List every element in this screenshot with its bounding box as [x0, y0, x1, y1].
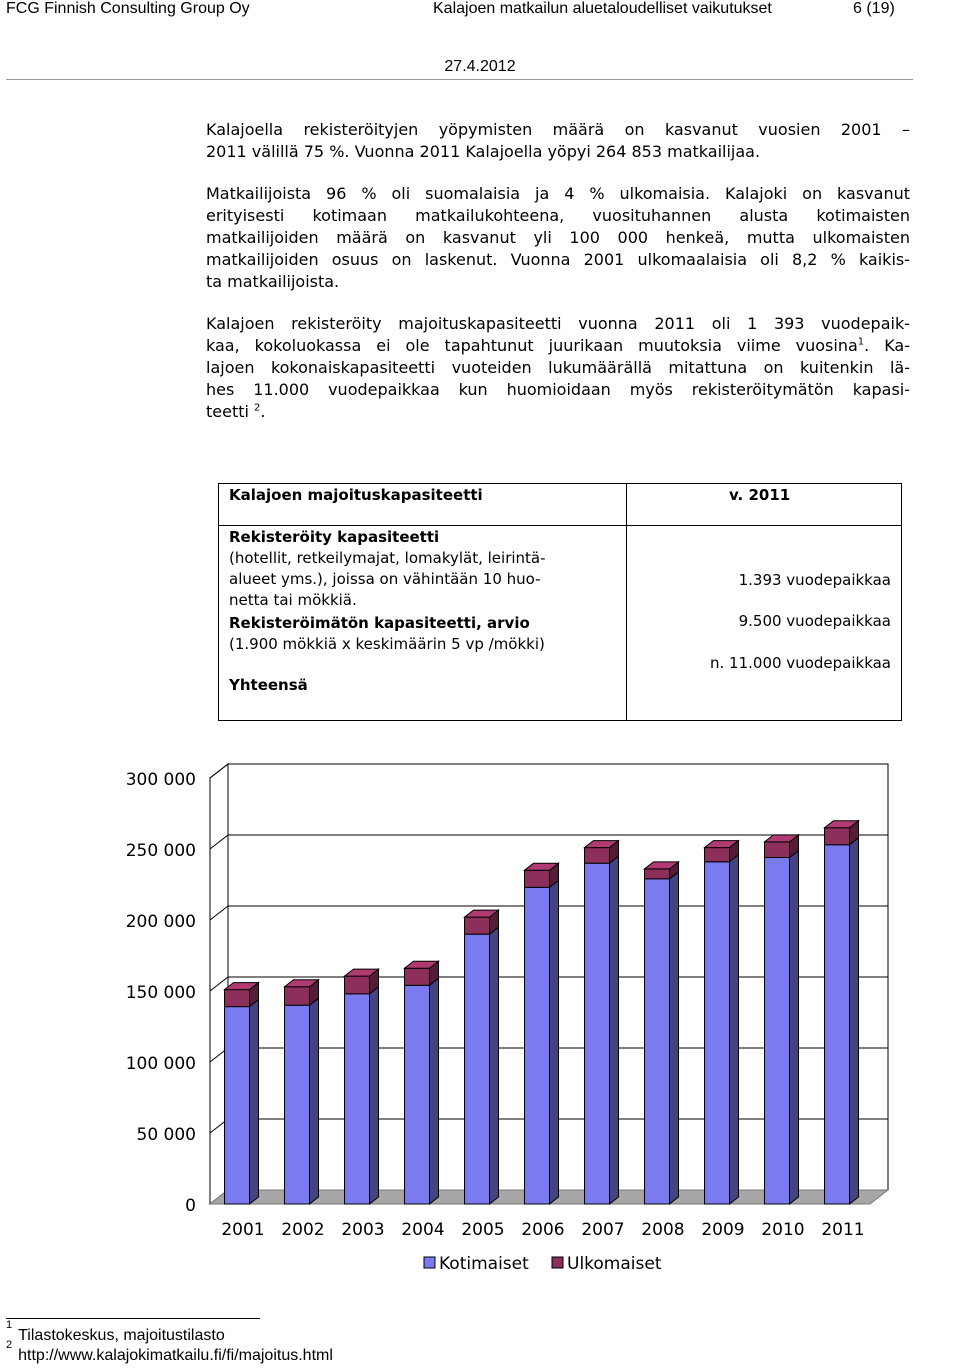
footnote-ref-1[interactable]: 1 — [857, 336, 865, 348]
legend-swatch-domestic — [424, 1257, 435, 1268]
bar-foreign — [825, 828, 850, 845]
total-value: n. 11.000 vuodepaikkaa — [710, 654, 891, 672]
paragraph-line: lajoen kokonaiskapasiteetti vuoteiden lukumäärällä mitattuna on kuitenkin lä- — [206, 358, 910, 377]
legend-swatch-foreign — [552, 1257, 563, 1268]
x-tick-label: 2010 — [761, 1220, 805, 1240]
registered-capacity-value: 1.393 vuodepaikkaa — [738, 571, 891, 589]
total-label: Yhteensä — [229, 676, 308, 694]
paragraph-line: Matkailijoista 96 % oli suomalaisia ja 4 % ulkomaisia. Kalajoki on kasvanut — [206, 184, 910, 203]
x-tick-label: 2007 — [581, 1220, 625, 1240]
table-header-year: v. 2011 — [729, 486, 791, 504]
bar-domestic-side — [790, 851, 799, 1204]
registered-capacity-desc: (hotellit, retkeilymajat, lomakylät, leirintä- — [229, 549, 546, 567]
table-header-divider — [219, 525, 901, 526]
y-tick-label: 250 000 — [125, 841, 196, 861]
x-tick-label: 2001 — [221, 1220, 265, 1240]
registered-capacity-desc: alueet yms.), joissa on vähintään 10 huo- — [229, 570, 541, 588]
x-tick-label: 2008 — [641, 1220, 685, 1240]
bar-domestic-side — [310, 998, 319, 1204]
bar-foreign — [345, 976, 370, 994]
paragraph-visitor-origin — [206, 183, 910, 293]
unregistered-capacity-value: 9.500 vuodepaikkaa — [738, 612, 891, 630]
chart-canvas — [100, 760, 900, 1300]
paragraph-line: erityisesti kotimaan matkailukohteena, vuosituhannen alusta kotimaisten — [206, 206, 910, 225]
bar-domestic — [405, 985, 430, 1204]
footnote-link[interactable]: http://www.kalajokimatkailu.fi/fi/majoitus.html — [18, 1347, 333, 1364]
footnote-number: 2 — [6, 1339, 13, 1351]
paragraph-line-text: teetti — [206, 402, 255, 421]
bar-domestic-side — [850, 838, 859, 1204]
header-date: 27.4.2012 — [444, 58, 516, 75]
bar-domestic — [585, 863, 610, 1204]
paragraph-line: Kalajoen rekisteröity majoituskapasiteetti vuonna 2011 oli 1 393 vuodepaik- — [206, 314, 910, 333]
y-tick-label: 0 — [185, 1196, 196, 1216]
bar-domestic-side — [370, 987, 379, 1204]
bar-foreign — [645, 869, 670, 879]
paragraph-line-text: kaa, kokoluokassa ei ole tapahtunut juurikaan muutoksia viime vuosina — [206, 336, 858, 355]
paragraph-line: matkailijoiden määrä on kasvanut yli 100 000 henkeä, mutta ulkomaisten — [206, 228, 910, 247]
footnote-ref-2[interactable]: 2 — [254, 402, 261, 414]
registered-capacity-title: Rekisteröity kapasiteetti — [229, 528, 440, 546]
bar-foreign — [465, 917, 490, 934]
paragraph-line: matkailijoiden osuus on laskenut. Vuonna 2001 ulkomaalaisia oli 8,2 % kaikis- — [206, 250, 910, 269]
y-tick-label: 100 000 — [125, 1054, 196, 1074]
capacity-table — [218, 483, 902, 721]
bar-domestic — [525, 887, 550, 1204]
x-tick-label: 2009 — [701, 1220, 745, 1240]
y-tick-label: 150 000 — [125, 983, 196, 1003]
paragraph-capacity — [206, 313, 910, 423]
unregistered-capacity-desc: (1.900 mökkiä x keskimäärin 5 vp /mökki) — [229, 635, 545, 653]
header-divider — [6, 79, 913, 80]
footnote-divider — [6, 1318, 260, 1319]
bar-foreign — [285, 987, 310, 1005]
paragraph-line: hes 11.000 vuodepaikkaa kun huomioidaan myös rekisteröitymätön kapasi- — [206, 380, 910, 399]
registered-capacity-desc: netta tai mökkiä. — [229, 591, 357, 609]
bar-domestic — [705, 862, 730, 1204]
unregistered-capacity-title: Rekisteröimätön kapasiteetti, arvio — [229, 614, 530, 632]
bar-domestic — [225, 1007, 250, 1204]
paragraph-line — [206, 401, 910, 423]
bar-foreign — [585, 848, 610, 864]
bar-domestic — [465, 934, 490, 1204]
x-tick-label: 2011 — [821, 1220, 865, 1240]
header-company: FCG Finnish Consulting Group Oy — [6, 0, 250, 17]
paragraph-line: Kalajoella rekisteröityjen yöpymisten määrä on kasvanut vuosien 2001 – — [206, 120, 910, 139]
header-page-number: 6 (19) — [853, 0, 895, 17]
x-tick-label: 2002 — [281, 1220, 325, 1240]
footnote-text: Tilastokeskus, majoitustilasto — [18, 1327, 225, 1344]
bar-domestic-side — [550, 880, 559, 1204]
x-tick-label: 2004 — [401, 1220, 445, 1240]
footnote-2[interactable] — [6, 1339, 333, 1365]
footnote-number: 1 — [6, 1319, 13, 1331]
bar-domestic-side — [670, 872, 679, 1204]
paragraph-line: 2011 välillä 75 %. Vuonna 2011 Kalajoella yöpyi 264 853 matkailijaa. — [206, 142, 761, 161]
paragraph-line-text: . Ka- — [864, 336, 911, 355]
paragraph-line: ta matkailijoista. — [206, 272, 340, 291]
bar-domestic — [285, 1005, 310, 1204]
bar-domestic-side — [490, 927, 499, 1204]
x-tick-label: 2006 — [521, 1220, 565, 1240]
bar-domestic-side — [730, 855, 739, 1204]
bar-foreign — [405, 968, 430, 985]
table-header-title: Kalajoen majoituskapasiteetti — [229, 486, 483, 504]
paragraph-line-text: . — [260, 402, 266, 421]
bar-domestic-side — [430, 978, 439, 1204]
overnight-stays-chart — [100, 760, 900, 1300]
paragraph-overnight-stays — [206, 119, 910, 163]
y-tick-label: 300 000 — [125, 770, 196, 790]
bar-foreign — [225, 990, 250, 1007]
bar-domestic — [765, 858, 790, 1204]
bar-domestic — [645, 879, 670, 1204]
y-tick-label: 50 000 — [136, 1125, 196, 1145]
bar-domestic-side — [610, 856, 619, 1204]
bar-foreign — [525, 870, 550, 887]
bar-foreign — [765, 842, 790, 858]
paragraph-line — [206, 335, 910, 357]
bar-domestic — [345, 994, 370, 1204]
table-column-divider — [626, 484, 627, 720]
footnote-1 — [6, 1319, 225, 1345]
header-doc-title: Kalajoen matkailun aluetaloudelliset vaikutukset — [433, 0, 772, 17]
bar-domestic — [825, 845, 850, 1204]
x-tick-label: 2003 — [341, 1220, 385, 1240]
legend-label-foreign: Ulkomaiset — [567, 1254, 662, 1274]
legend-label-domestic: Kotimaiset — [439, 1254, 529, 1274]
x-tick-label: 2005 — [461, 1220, 505, 1240]
bar-foreign — [705, 848, 730, 862]
y-tick-label: 200 000 — [125, 912, 196, 932]
bar-domestic-side — [250, 1000, 259, 1204]
